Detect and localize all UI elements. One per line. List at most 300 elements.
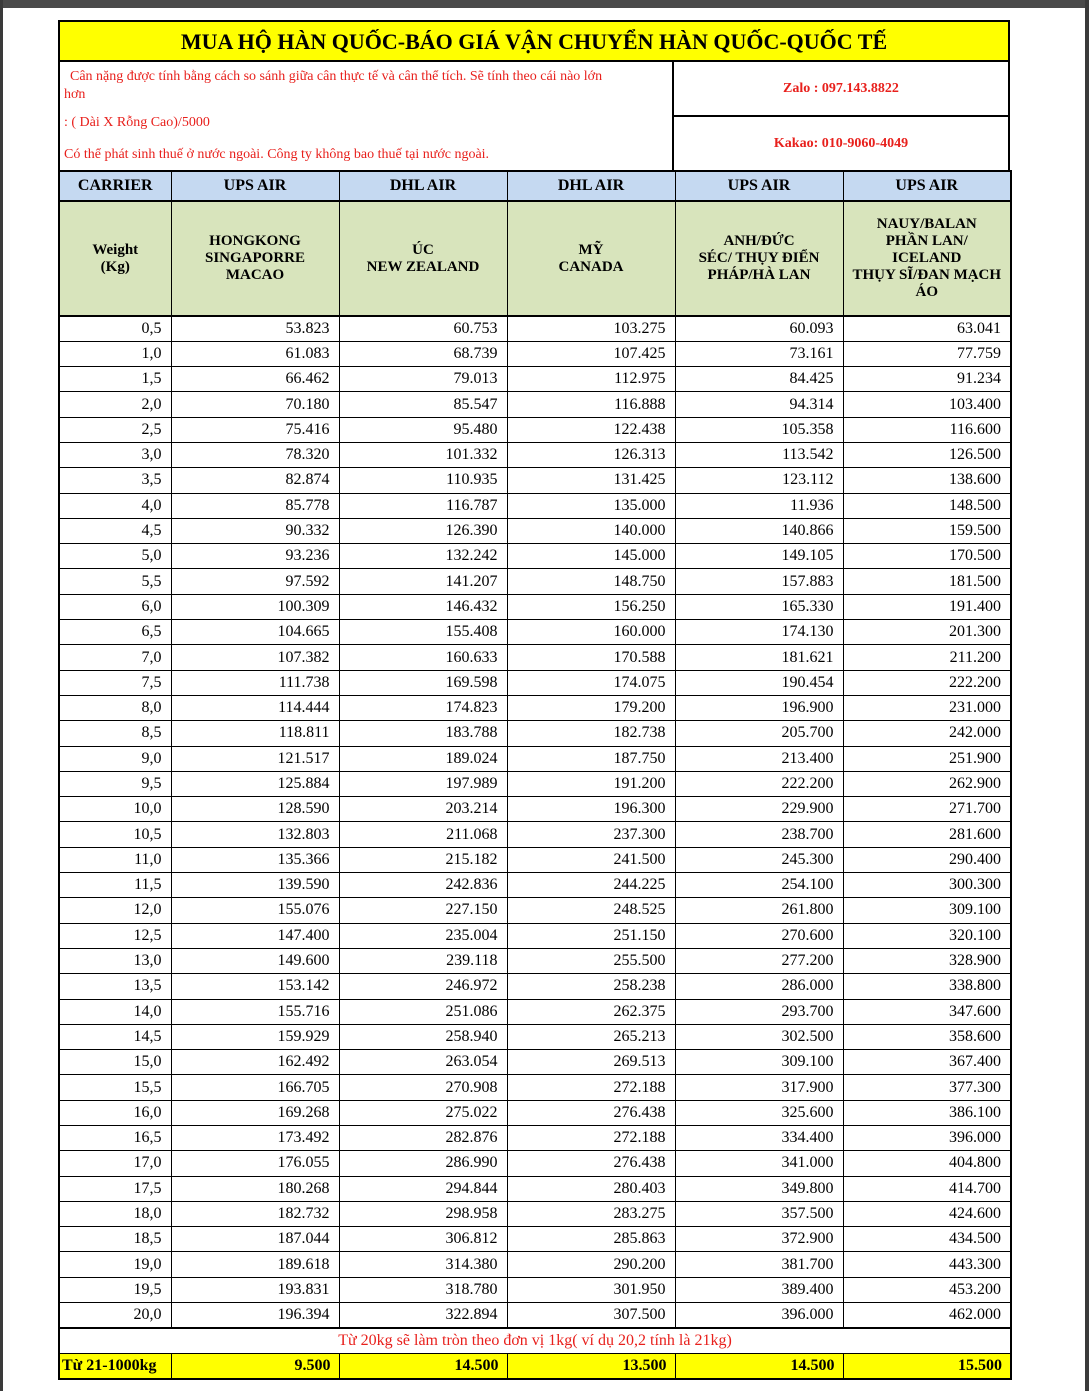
- weight-cell: 20,0: [59, 1303, 171, 1328]
- price-cell: 169.268: [171, 1100, 339, 1125]
- price-cell: 196.900: [675, 695, 843, 720]
- weight-cell: 0,5: [59, 316, 171, 341]
- price-cell: 270.908: [339, 1075, 507, 1100]
- price-cell: 211.068: [339, 822, 507, 847]
- price-cell: 94.314: [675, 392, 843, 417]
- weight-cell: 16,5: [59, 1126, 171, 1151]
- price-cell: 285.863: [507, 1227, 675, 1252]
- price-cell: 290.400: [843, 847, 1011, 872]
- price-cell: 140.866: [675, 518, 843, 543]
- price-cell: 189.024: [339, 746, 507, 771]
- price-cell: 262.375: [507, 999, 675, 1024]
- weight-cell: 13,0: [59, 948, 171, 973]
- weight-cell: 19,5: [59, 1277, 171, 1302]
- region-line: PHẦN LAN/: [885, 233, 968, 249]
- price-cell: 122.438: [507, 417, 675, 442]
- price-cell: 191.400: [843, 594, 1011, 619]
- table-row: [59, 771, 1011, 796]
- price-cell: 244.225: [507, 873, 675, 898]
- price-cell: 203.214: [339, 797, 507, 822]
- price-cell: 77.759: [843, 341, 1011, 366]
- price-cell: 334.400: [675, 1126, 843, 1151]
- table-row: [59, 518, 1011, 543]
- price-cell: 126.390: [339, 518, 507, 543]
- note-volume-formula: : ( Dài X Rỗng Cao)/5000: [64, 115, 210, 130]
- price-cell: 358.600: [843, 1024, 1011, 1049]
- carrier-header: DHL AIR: [507, 171, 675, 201]
- table-row: [59, 569, 1011, 594]
- price-cell: 235.004: [339, 923, 507, 948]
- weight-cell: 2,5: [59, 417, 171, 442]
- window-left-edge: [0, 0, 3, 1391]
- price-cell: 169.598: [339, 670, 507, 695]
- price-cell: 174.075: [507, 670, 675, 695]
- price-cell: 193.831: [171, 1277, 339, 1302]
- price-cell: 196.300: [507, 797, 675, 822]
- table-row: [59, 1151, 1011, 1176]
- price-cell: 242.836: [339, 873, 507, 898]
- price-cell: 140.000: [507, 518, 675, 543]
- price-cell: 173.492: [171, 1126, 339, 1151]
- price-cell: 281.600: [843, 822, 1011, 847]
- price-cell: 181.500: [843, 569, 1011, 594]
- price-cell: 349.800: [675, 1176, 843, 1201]
- price-cell: 251.086: [339, 999, 507, 1024]
- price-cell: 148.500: [843, 493, 1011, 518]
- price-cell: 286.990: [339, 1151, 507, 1176]
- price-cell: 187.044: [171, 1227, 339, 1252]
- note-weight-rule: Cân nặng được tính bằng cách so sánh giữa cân thực tế và cân thể tích. Sẽ tính theo cái nào lớn: [70, 69, 603, 84]
- bulk-rate: 14.500: [675, 1354, 843, 1379]
- bulk-label: Từ 21-1000kg: [59, 1354, 171, 1379]
- price-cell: 60.093: [675, 316, 843, 341]
- table-row: [59, 695, 1011, 720]
- weight-cell: 1,5: [59, 367, 171, 392]
- table-row: [59, 670, 1011, 695]
- table-row: [59, 1050, 1011, 1075]
- carrier-header: UPS AIR: [843, 171, 1011, 201]
- weight-cell: 17,5: [59, 1176, 171, 1201]
- price-cell: 53.823: [171, 316, 339, 341]
- price-cell: 386.100: [843, 1100, 1011, 1125]
- table-row: [59, 367, 1011, 392]
- price-cell: 276.438: [507, 1151, 675, 1176]
- price-cell: 126.500: [843, 442, 1011, 467]
- table-row: [59, 468, 1011, 493]
- price-cell: 318.780: [339, 1277, 507, 1302]
- price-cell: 116.888: [507, 392, 675, 417]
- weight-cell: 17,0: [59, 1151, 171, 1176]
- table-row: [59, 923, 1011, 948]
- region-line: HONGKONG: [209, 233, 301, 249]
- table-row: [59, 999, 1011, 1024]
- price-cell: 205.700: [675, 721, 843, 746]
- region-header: [843, 201, 1011, 316]
- price-cell: 91.234: [843, 367, 1011, 392]
- carrier-header-row: [59, 171, 1011, 201]
- table-row: [59, 1176, 1011, 1201]
- bulk-rate: 13.500: [507, 1354, 675, 1379]
- region-line: SINGAPORRE: [204, 250, 305, 266]
- price-cell: 66.462: [171, 367, 339, 392]
- price-cell: 298.958: [339, 1201, 507, 1226]
- price-cell: 105.358: [675, 417, 843, 442]
- price-cell: 116.787: [339, 493, 507, 518]
- weight-cell: 12,0: [59, 898, 171, 923]
- price-cell: 141.207: [339, 569, 507, 594]
- zalo-contact: Zalo : 097.143.8822: [783, 80, 899, 96]
- price-cell: 107.382: [171, 645, 339, 670]
- price-cell: 258.238: [507, 974, 675, 999]
- rate-body: [59, 316, 1011, 1328]
- price-cell: 160.633: [339, 645, 507, 670]
- weight-cell: 14,0: [59, 999, 171, 1024]
- bulk-rate: 15.500: [843, 1354, 1011, 1379]
- price-cell: 103.400: [843, 392, 1011, 417]
- info-section: [58, 62, 1010, 170]
- price-cell: 462.000: [843, 1303, 1011, 1328]
- table-row: [59, 442, 1011, 467]
- price-cell: 60.753: [339, 316, 507, 341]
- price-cell: 68.739: [339, 341, 507, 366]
- price-cell: 100.309: [171, 594, 339, 619]
- price-cell: 112.975: [507, 367, 675, 392]
- table-row: [59, 1252, 1011, 1277]
- price-cell: 211.200: [843, 645, 1011, 670]
- weight-cell: 3,0: [59, 442, 171, 467]
- price-cell: 389.400: [675, 1277, 843, 1302]
- price-cell: 443.300: [843, 1252, 1011, 1277]
- price-cell: 139.590: [171, 873, 339, 898]
- weight-cell: 6,5: [59, 620, 171, 645]
- price-cell: 293.700: [675, 999, 843, 1024]
- weight-header-line: Weight: [92, 241, 139, 258]
- weight-cell: 1,0: [59, 341, 171, 366]
- window-right-edge: [1085, 0, 1089, 1391]
- price-cell: 367.400: [843, 1050, 1011, 1075]
- price-cell: 61.083: [171, 341, 339, 366]
- price-cell: 320.100: [843, 923, 1011, 948]
- price-cell: 156.250: [507, 594, 675, 619]
- price-cell: 128.590: [171, 797, 339, 822]
- weight-cell: 4,0: [59, 493, 171, 518]
- price-cell: 396.000: [843, 1126, 1011, 1151]
- price-cell: 286.000: [675, 974, 843, 999]
- price-cell: 302.500: [675, 1024, 843, 1049]
- region-line: ANH/ĐỨC: [723, 233, 795, 249]
- price-cell: 357.500: [675, 1201, 843, 1226]
- carrier-header: DHL AIR: [339, 171, 507, 201]
- price-cell: 82.874: [171, 468, 339, 493]
- weight-cell: 19,0: [59, 1252, 171, 1277]
- price-cell: 138.600: [843, 468, 1011, 493]
- region-line: NEW ZEALAND: [366, 258, 480, 275]
- weight-cell: 4,5: [59, 518, 171, 543]
- price-cell: 314.380: [339, 1252, 507, 1277]
- region-line: NAUY/BALAN: [876, 216, 977, 232]
- weight-cell: 5,0: [59, 544, 171, 569]
- weight-cell: 18,5: [59, 1227, 171, 1252]
- price-cell: 294.844: [339, 1176, 507, 1201]
- price-cell: 307.500: [507, 1303, 675, 1328]
- price-cell: 113.542: [675, 442, 843, 467]
- price-sheet: [58, 20, 1010, 1380]
- price-cell: 246.972: [339, 974, 507, 999]
- price-cell: 248.525: [507, 898, 675, 923]
- region-line: PHÁP/HÀ LAN: [707, 267, 811, 283]
- price-cell: 107.425: [507, 341, 675, 366]
- price-cell: 309.100: [843, 898, 1011, 923]
- price-cell: 85.778: [171, 493, 339, 518]
- price-cell: 97.592: [171, 569, 339, 594]
- price-cell: 159.500: [843, 518, 1011, 543]
- table-row: [59, 1126, 1011, 1151]
- price-cell: 283.275: [507, 1201, 675, 1226]
- price-cell: 174.130: [675, 620, 843, 645]
- price-cell: 149.600: [171, 948, 339, 973]
- price-cell: 372.900: [675, 1227, 843, 1252]
- price-cell: 11.936: [675, 493, 843, 518]
- bulk-rate: 14.500: [339, 1354, 507, 1379]
- price-cell: 111.738: [171, 670, 339, 695]
- weight-cell: 10,5: [59, 822, 171, 847]
- price-cell: 434.500: [843, 1227, 1011, 1252]
- price-cell: 70.180: [171, 392, 339, 417]
- window-top-bar: [0, 0, 1089, 8]
- weight-cell: 11,5: [59, 873, 171, 898]
- price-cell: 135.000: [507, 493, 675, 518]
- table-row: [59, 341, 1011, 366]
- price-cell: 306.812: [339, 1227, 507, 1252]
- table-row: [59, 594, 1011, 619]
- rounding-note: Từ 20kg sẽ làm tròn theo đơn vị 1kg( ví dụ 20,2 tính là 21kg): [59, 1328, 1011, 1354]
- price-cell: 222.200: [675, 771, 843, 796]
- price-cell: 269.513: [507, 1050, 675, 1075]
- price-cell: 147.400: [171, 923, 339, 948]
- weight-cell: 9,0: [59, 746, 171, 771]
- price-cell: 272.188: [507, 1126, 675, 1151]
- table-row: [59, 1227, 1011, 1252]
- contacts-block: [674, 62, 1008, 170]
- bulk-rate: 9.500: [171, 1354, 339, 1379]
- weight-header-line: (Kg): [100, 258, 130, 275]
- price-cell: 404.800: [843, 1151, 1011, 1176]
- price-cell: 270.600: [675, 923, 843, 948]
- region-line: CANADA: [558, 258, 624, 275]
- weight-cell: 6,0: [59, 594, 171, 619]
- price-cell: 341.000: [675, 1151, 843, 1176]
- price-cell: 149.105: [675, 544, 843, 569]
- price-cell: 280.403: [507, 1176, 675, 1201]
- price-cell: 309.100: [675, 1050, 843, 1075]
- price-cell: 159.929: [171, 1024, 339, 1049]
- price-cell: 103.275: [507, 316, 675, 341]
- price-cell: 145.000: [507, 544, 675, 569]
- region-line: ÁO: [915, 284, 938, 300]
- price-cell: 241.500: [507, 847, 675, 872]
- price-cell: 282.876: [339, 1126, 507, 1151]
- weight-cell: 12,5: [59, 923, 171, 948]
- price-cell: 201.300: [843, 620, 1011, 645]
- price-cell: 110.935: [339, 468, 507, 493]
- price-cell: 146.432: [339, 594, 507, 619]
- table-row: [59, 316, 1011, 341]
- price-cell: 126.313: [507, 442, 675, 467]
- price-cell: 377.300: [843, 1075, 1011, 1100]
- price-cell: 271.700: [843, 797, 1011, 822]
- price-cell: 166.705: [171, 1075, 339, 1100]
- price-cell: 162.492: [171, 1050, 339, 1075]
- price-cell: 183.788: [339, 721, 507, 746]
- bulk-rate-row: [59, 1354, 1011, 1379]
- price-cell: 95.480: [339, 417, 507, 442]
- table-row: [59, 1075, 1011, 1100]
- price-cell: 238.700: [675, 822, 843, 847]
- price-cell: 155.408: [339, 620, 507, 645]
- price-cell: 180.268: [171, 1176, 339, 1201]
- table-row: [59, 847, 1011, 872]
- price-cell: 381.700: [675, 1252, 843, 1277]
- price-cell: 263.054: [339, 1050, 507, 1075]
- price-cell: 213.400: [675, 746, 843, 771]
- price-cell: 317.900: [675, 1075, 843, 1100]
- table-row: [59, 620, 1011, 645]
- price-cell: 170.500: [843, 544, 1011, 569]
- table-row: [59, 797, 1011, 822]
- weight-header: [59, 201, 171, 316]
- price-cell: 396.000: [675, 1303, 843, 1328]
- price-cell: 90.332: [171, 518, 339, 543]
- price-cell: 237.300: [507, 822, 675, 847]
- price-cell: 85.547: [339, 392, 507, 417]
- price-cell: 196.394: [171, 1303, 339, 1328]
- weight-cell: 11,0: [59, 847, 171, 872]
- table-row: [59, 417, 1011, 442]
- weight-cell: 15,0: [59, 1050, 171, 1075]
- rate-table: [58, 170, 1012, 1380]
- table-row: [59, 1201, 1011, 1226]
- table-row: [59, 898, 1011, 923]
- price-cell: 182.738: [507, 721, 675, 746]
- price-cell: 265.213: [507, 1024, 675, 1049]
- price-cell: 325.600: [675, 1100, 843, 1125]
- price-cell: 73.161: [675, 341, 843, 366]
- price-cell: 322.894: [339, 1303, 507, 1328]
- region-header-row: [59, 201, 1011, 316]
- weight-cell: 10,0: [59, 797, 171, 822]
- price-cell: 132.242: [339, 544, 507, 569]
- price-cell: 231.000: [843, 695, 1011, 720]
- table-row: [59, 721, 1011, 746]
- region-line: MACAO: [225, 267, 285, 283]
- table-row: [59, 948, 1011, 973]
- price-cell: 190.454: [675, 670, 843, 695]
- price-cell: 276.438: [507, 1100, 675, 1125]
- weight-cell: 15,5: [59, 1075, 171, 1100]
- table-row: [59, 746, 1011, 771]
- price-cell: 254.100: [675, 873, 843, 898]
- table-row: [59, 493, 1011, 518]
- weight-cell: 2,0: [59, 392, 171, 417]
- price-cell: 242.000: [843, 721, 1011, 746]
- price-cell: 229.900: [675, 797, 843, 822]
- price-cell: 328.900: [843, 948, 1011, 973]
- table-row: [59, 544, 1011, 569]
- price-cell: 261.800: [675, 898, 843, 923]
- weight-cell: 16,0: [59, 1100, 171, 1125]
- price-cell: 79.013: [339, 367, 507, 392]
- price-cell: 255.500: [507, 948, 675, 973]
- carrier-header: UPS AIR: [171, 171, 339, 201]
- weight-cell: 14,5: [59, 1024, 171, 1049]
- price-cell: 182.732: [171, 1201, 339, 1226]
- price-cell: 290.200: [507, 1252, 675, 1277]
- price-cell: 93.236: [171, 544, 339, 569]
- price-cell: 251.900: [843, 746, 1011, 771]
- price-cell: 227.150: [339, 898, 507, 923]
- price-cell: 155.716: [171, 999, 339, 1024]
- price-cell: 104.665: [171, 620, 339, 645]
- table-row: [59, 1303, 1011, 1328]
- price-cell: 132.803: [171, 822, 339, 847]
- region-header: [339, 201, 507, 316]
- region-header: [675, 201, 843, 316]
- price-cell: 170.588: [507, 645, 675, 670]
- price-cell: 165.330: [675, 594, 843, 619]
- weight-cell: 7,5: [59, 670, 171, 695]
- price-cell: 424.600: [843, 1201, 1011, 1226]
- table-row: [59, 873, 1011, 898]
- region-header: [171, 201, 339, 316]
- price-cell: 148.750: [507, 569, 675, 594]
- table-row: [59, 822, 1011, 847]
- price-cell: 347.600: [843, 999, 1011, 1024]
- table-row: [59, 645, 1011, 670]
- price-cell: 118.811: [171, 721, 339, 746]
- price-cell: 239.118: [339, 948, 507, 973]
- weight-cell: 8,5: [59, 721, 171, 746]
- price-cell: 63.041: [843, 316, 1011, 341]
- price-cell: 215.182: [339, 847, 507, 872]
- price-cell: 84.425: [675, 367, 843, 392]
- weight-cell: 13,5: [59, 974, 171, 999]
- weight-cell: 5,5: [59, 569, 171, 594]
- price-cell: 300.300: [843, 873, 1011, 898]
- price-cell: 222.200: [843, 670, 1011, 695]
- price-cell: 262.900: [843, 771, 1011, 796]
- price-cell: 258.940: [339, 1024, 507, 1049]
- region-line: MỸ: [578, 241, 604, 258]
- table-row: [59, 1100, 1011, 1125]
- region-line: SÉC/ THỤY ĐIỂN: [698, 250, 820, 266]
- kakao-contact: Kakao: 010-9060-4049: [674, 115, 1008, 170]
- weight-cell: 9,5: [59, 771, 171, 796]
- note-weight-rule-cont: hơn: [64, 87, 86, 102]
- price-cell: 75.416: [171, 417, 339, 442]
- price-cell: 275.022: [339, 1100, 507, 1125]
- price-cell: 277.200: [675, 948, 843, 973]
- price-cell: 176.055: [171, 1151, 339, 1176]
- note-tax: Có thể phát sinh thuế ở nước ngoài. Công ty không bao thuế tại nước ngoài.: [64, 147, 490, 162]
- carrier-label: CARRIER: [59, 171, 171, 201]
- region-header: [507, 201, 675, 316]
- weight-cell: 7,0: [59, 645, 171, 670]
- region-line: ÚC: [412, 241, 434, 258]
- price-cell: 155.076: [171, 898, 339, 923]
- price-cell: 414.700: [843, 1176, 1011, 1201]
- price-cell: 179.200: [507, 695, 675, 720]
- price-cell: 116.600: [843, 417, 1011, 442]
